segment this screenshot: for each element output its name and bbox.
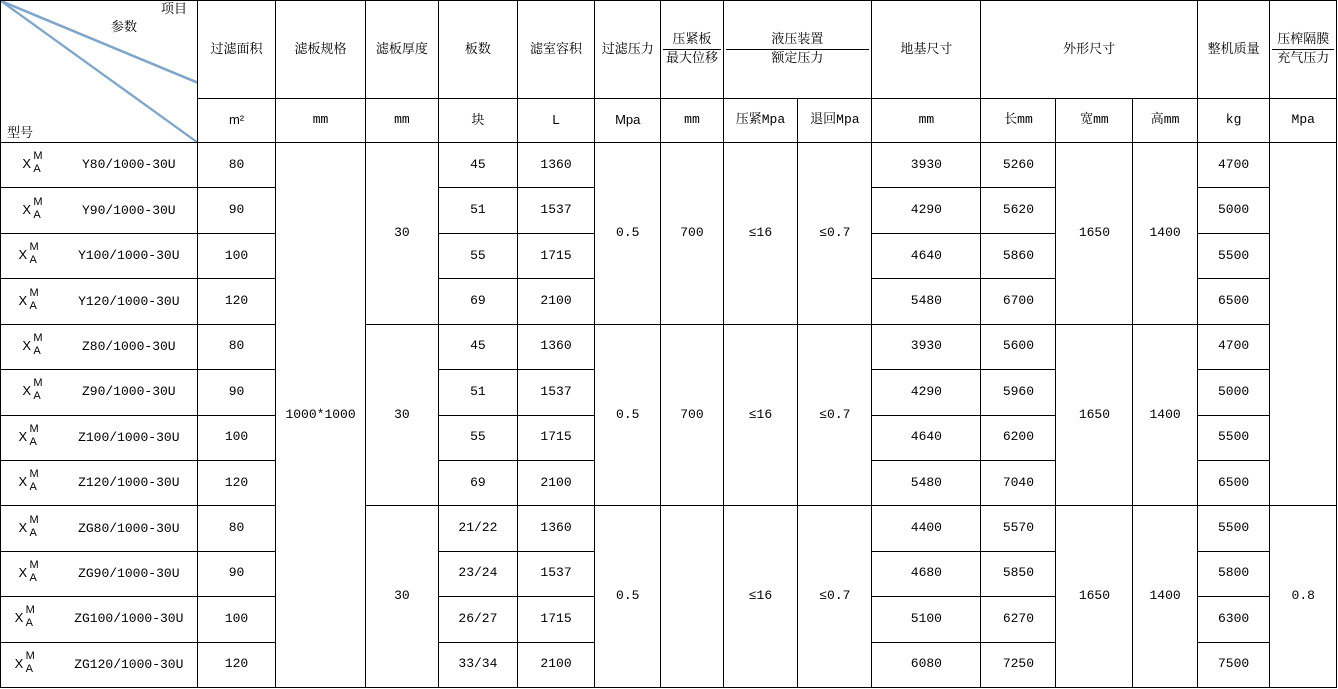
model-subscript: A [29,254,37,267]
model-superscript: M [29,286,39,299]
cell-filter-area: 100 [197,233,275,278]
col-header-total-mass: 整机质量 [1197,1,1270,99]
model-name: Y80/1000-30U [81,157,176,173]
unit-plate-spec: mm [276,98,366,143]
col-header-max-displacement-line2: 最大位移 [663,49,720,66]
header-row-titles [1,1,1337,99]
cell-overall-height: 1400 [1133,506,1197,688]
model-subscript: A [29,299,37,312]
cell-filter-pressure: 0.5 [595,506,661,688]
col-header-filter-pressure: 过滤压力 [595,1,661,99]
model-name: ZG120/1000-30U [74,656,184,672]
cell-foundation-size: 6080 [872,642,981,687]
cell-model [1,279,198,324]
cell-plate-count: 69 [438,279,517,324]
model-superscript: M [29,558,39,571]
cell-plate-thickness: 30 [366,143,439,325]
model-name: Z100/1000-30U [78,429,180,445]
model-name: Z120/1000-30U [78,475,180,491]
cell-plate-count: 55 [438,415,517,460]
model-name: Z80/1000-30U [81,338,176,354]
cell-hydraulic-return: ≤0.7 [798,324,872,506]
model-xma-symbol [18,286,52,312]
cell-filter-area: 80 [197,506,275,551]
cell-plate-spec: 1000*1000 [276,143,366,688]
model-xma-symbol [18,558,52,584]
cell-overall-length: 7040 [981,460,1056,505]
col-header-plate-spec: 滤板规格 [276,1,366,99]
cell-chamber-volume: 1715 [518,233,595,278]
model-x: X [18,564,28,580]
model-xma-symbol [22,195,56,221]
cell-chamber-volume: 1360 [518,143,595,188]
cell-model [1,415,198,460]
cell-foundation-size: 5480 [872,460,981,505]
col-header-diaphragm [1270,1,1337,99]
cell-filter-area: 100 [197,597,275,642]
unit-foundation-size: mm [872,98,981,143]
cell-model [1,143,198,188]
unit-filter-pressure: Mpa [595,98,661,143]
corner-cell [1,1,198,143]
col-header-foundation-size: 地基尺寸 [872,1,981,99]
cell-filter-area: 120 [197,642,275,687]
unit-hydraulic-press: 压紧Mpa [723,98,798,143]
cell-model [1,551,198,596]
cell-overall-length: 5850 [981,551,1056,596]
col-header-max-displacement [661,1,723,99]
col-header-hydraulic [723,1,872,99]
cell-foundation-size: 5480 [872,279,981,324]
cell-total-mass: 5800 [1197,551,1270,596]
cell-model [1,460,198,505]
cell-overall-width: 1650 [1056,324,1133,506]
unit-overall-width: 宽mm [1056,98,1133,143]
cell-foundation-size: 5100 [872,597,981,642]
cell-chamber-volume: 1715 [518,597,595,642]
header-row-units [1,98,1337,143]
model-xma-symbol [18,513,52,539]
model-superscript: M [29,468,39,481]
model-x: X [18,292,28,308]
cell-total-mass: 4700 [1197,143,1270,188]
cell-filter-pressure: 0.5 [595,143,661,325]
cell-plate-count: 21/22 [438,506,517,551]
model-xma-symbol [14,604,49,630]
corner-model-label: 型号 [7,125,34,141]
cell-overall-width: 1650 [1056,506,1133,688]
cell-chamber-volume: 1360 [518,506,595,551]
unit-filter-area: m² [197,98,275,143]
model-subscript: A [25,662,33,675]
unit-overall-height: 高mm [1133,98,1197,143]
model-x: X [14,610,24,626]
cell-overall-length: 5960 [981,370,1056,415]
cell-overall-length: 6200 [981,415,1056,460]
model-xma-symbol [22,377,56,403]
model-x: X [18,247,28,263]
cell-overall-height: 1400 [1133,143,1197,325]
unit-plate-count: 块 [438,98,517,143]
cell-overall-length: 5620 [981,188,1056,233]
table-row [1,506,1337,551]
unit-diaphragm-pressure: Mpa [1270,98,1337,143]
cell-plate-count: 26/27 [438,597,517,642]
unit-hydraulic-return: 退回Mpa [798,98,872,143]
cell-filter-area: 120 [197,279,275,324]
col-header-hydraulic-line2: 额定压力 [726,49,870,66]
cell-model [1,506,198,551]
cell-chamber-volume: 2100 [518,460,595,505]
model-xma-symbol [22,331,56,357]
cell-hydraulic-return: ≤0.7 [798,143,872,325]
cell-foundation-size: 4640 [872,415,981,460]
cell-overall-length: 5260 [981,143,1056,188]
cell-plate-count: 23/24 [438,551,517,596]
cell-model [1,370,198,415]
cell-overall-length: 5860 [981,233,1056,278]
cell-plate-count: 45 [438,324,517,369]
col-header-plate-thickness: 滤板厚度 [366,1,439,99]
cell-filter-area: 100 [197,415,275,460]
model-x: X [18,474,28,490]
model-superscript: M [25,604,35,617]
unit-overall-length: 长mm [981,98,1056,143]
model-name: Y120/1000-30U [78,293,180,309]
model-xma-symbol [18,468,52,494]
table-row [1,324,1337,369]
cell-chamber-volume: 1360 [518,324,595,369]
cell-filter-area: 90 [197,551,275,596]
cell-chamber-volume: 1537 [518,551,595,596]
cell-foundation-size: 4290 [872,370,981,415]
cell-hydraulic-press: ≤16 [723,143,798,325]
col-header-filter-area: 过滤面积 [197,1,275,99]
model-x: X [14,655,24,671]
cell-overall-width: 1650 [1056,143,1133,325]
cell-overall-length: 5600 [981,324,1056,369]
cell-total-mass: 6300 [1197,597,1270,642]
cell-total-mass: 5500 [1197,233,1270,278]
cell-chamber-volume: 1537 [518,370,595,415]
cell-chamber-volume: 2100 [518,279,595,324]
cell-foundation-size: 4400 [872,506,981,551]
model-subscript: A [33,390,41,403]
model-xma-symbol [18,422,52,448]
corner-diagonal-lines [1,1,197,142]
model-xma-symbol [14,649,49,675]
model-name: ZG100/1000-30U [74,611,184,627]
cell-filter-area: 80 [197,143,275,188]
model-superscript: M [33,331,43,344]
model-name: Y90/1000-30U [81,202,176,218]
model-superscript: M [33,195,43,208]
cell-foundation-size: 4680 [872,551,981,596]
cell-foundation-size: 3930 [872,143,981,188]
model-subscript: A [29,435,37,448]
cell-chamber-volume: 1537 [518,188,595,233]
cell-total-mass: 5000 [1197,370,1270,415]
col-header-diaphragm-line2: 充气压力 [1272,49,1334,66]
model-superscript: M [29,422,39,435]
cell-max-displacement [661,506,723,688]
cell-total-mass: 4700 [1197,324,1270,369]
cell-model [1,597,198,642]
col-header-hydraulic-line1: 液压装置 [771,31,824,47]
cell-total-mass: 6500 [1197,279,1270,324]
col-header-overall-size: 外形尺寸 [981,1,1197,99]
model-subscript: A [33,344,41,357]
cell-filter-area: 90 [197,370,275,415]
model-name: ZG80/1000-30U [78,520,180,536]
cell-hydraulic-press: ≤16 [723,506,798,688]
model-name: Y100/1000-30U [78,248,180,264]
cell-plate-count: 33/34 [438,642,517,687]
col-header-plate-count: 板数 [438,1,517,99]
cell-overall-length: 5570 [981,506,1056,551]
cell-model [1,642,198,687]
cell-plate-count: 55 [438,233,517,278]
cell-model [1,233,198,278]
model-x: X [22,337,32,353]
cell-total-mass: 5500 [1197,415,1270,460]
cell-overall-height: 1400 [1133,324,1197,506]
model-xma-symbol [18,241,52,267]
model-name: ZG90/1000-30U [78,565,180,581]
cell-plate-thickness: 30 [366,506,439,688]
model-x: X [18,519,28,535]
model-subscript: A [29,571,37,584]
cell-foundation-size: 4640 [872,233,981,278]
model-subscript: A [33,163,41,176]
cell-foundation-size: 3930 [872,324,981,369]
cell-total-mass: 5500 [1197,506,1270,551]
cell-overall-length: 7250 [981,642,1056,687]
cell-diaphragm-pressure: 0.8 [1270,506,1337,688]
cell-foundation-size: 4290 [872,188,981,233]
table-row [1,143,1337,188]
unit-chamber-volume: L [518,98,595,143]
cell-model [1,324,198,369]
cell-filter-area: 80 [197,324,275,369]
cell-plate-count: 69 [438,460,517,505]
model-x: X [18,428,28,444]
model-superscript: M [29,241,39,254]
model-superscript: M [29,513,39,526]
cell-chamber-volume: 1715 [518,415,595,460]
cell-total-mass: 7500 [1197,642,1270,687]
cell-plate-count: 45 [438,143,517,188]
cell-filter-area: 120 [197,460,275,505]
model-subscript: A [25,617,33,630]
unit-plate-thickness: mm [366,98,439,143]
cell-total-mass: 5000 [1197,188,1270,233]
model-superscript: M [33,150,43,163]
model-name: Z90/1000-30U [81,384,176,400]
col-header-chamber-volume: 滤室容积 [518,1,595,99]
model-x: X [22,201,32,217]
model-superscript: M [25,649,35,662]
cell-plate-count: 51 [438,370,517,415]
model-subscript: A [29,526,37,539]
unit-total-mass: kg [1197,98,1270,143]
model-subscript: A [29,481,37,494]
unit-max-displacement: mm [661,98,723,143]
corner-project-label: 项目 [160,1,187,16]
model-xma-symbol [22,150,56,176]
model-x: X [22,383,32,399]
col-header-max-displacement-line1: 压紧板 [672,31,712,47]
corner-parameter-label: 参数 [110,19,137,34]
cell-max-displacement: 700 [661,143,723,325]
cell-filter-area: 90 [197,188,275,233]
cell-hydraulic-return: ≤0.7 [798,506,872,688]
cell-chamber-volume: 2100 [518,642,595,687]
cell-overall-length: 6700 [981,279,1056,324]
model-superscript: M [33,377,43,390]
cell-plate-thickness: 30 [366,324,439,506]
cell-hydraulic-press: ≤16 [723,324,798,506]
cell-diaphragm-pressure-empty [1270,143,1337,506]
cell-total-mass: 6500 [1197,460,1270,505]
cell-max-displacement: 700 [661,324,723,506]
col-header-diaphragm-line1: 压榨隔膜 [1277,31,1330,47]
cell-filter-pressure: 0.5 [595,324,661,506]
model-x: X [22,156,32,172]
cell-overall-length: 6270 [981,597,1056,642]
cell-plate-count: 51 [438,188,517,233]
model-subscript: A [33,208,41,221]
cell-model [1,188,198,233]
